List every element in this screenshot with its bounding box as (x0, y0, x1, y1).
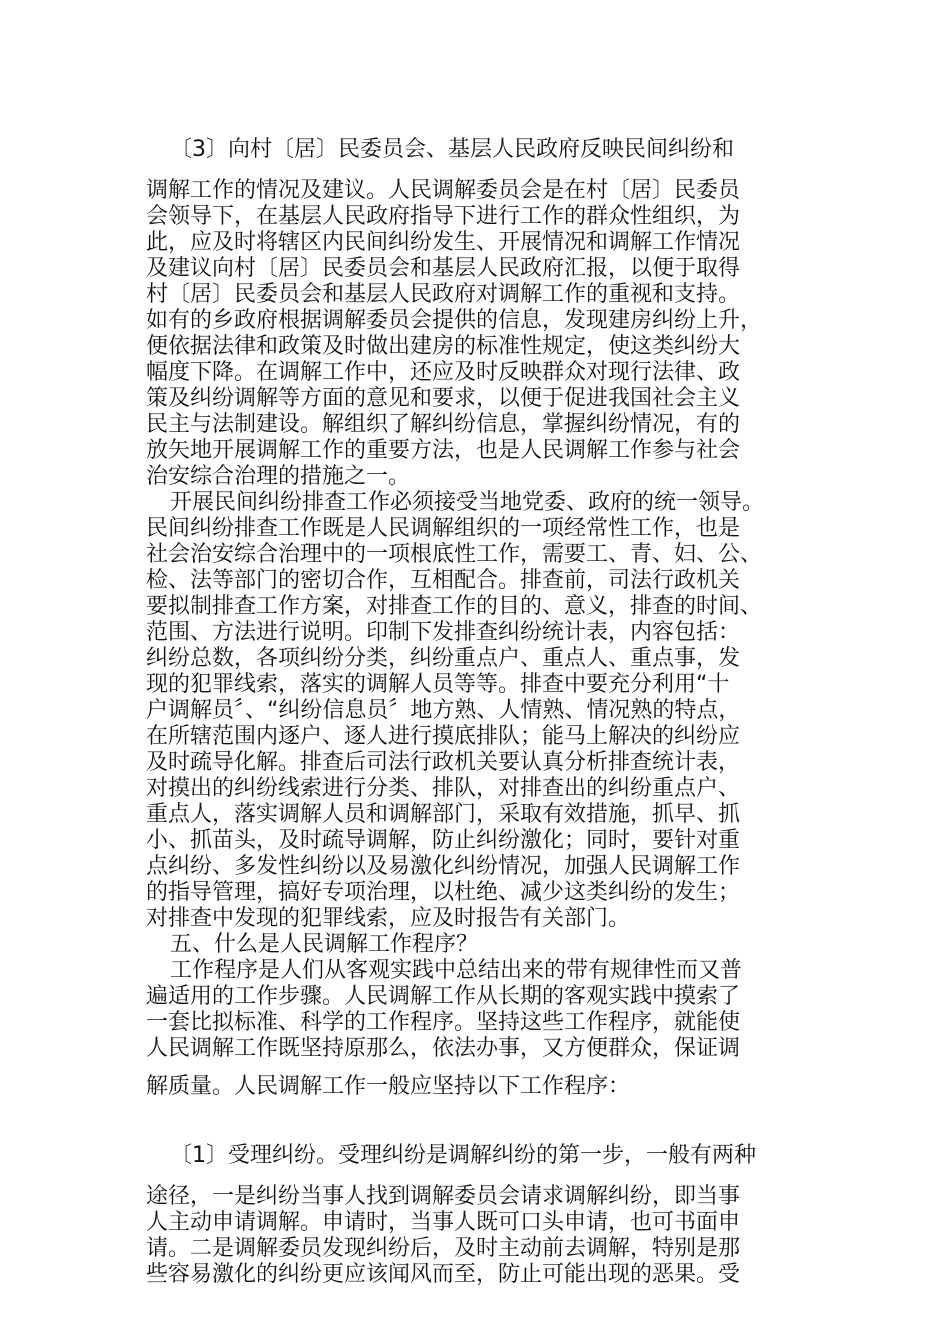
text-line: 如有的乡政府根据调解委员会提供的信息，发现建房纠纷上升， (146, 308, 763, 333)
text-line: 检、法等部门的密切合作，互相配合。排查前，司法行政机关 (146, 568, 741, 593)
text-line: 重点人，落实调解人员和调解部门，采取有效措施，抓早、抓 (146, 802, 741, 827)
text-line: 在所辖范围内逐户、逐人进行摸底排队；能马上解决的纠纷应 (146, 724, 741, 749)
text-line: 此，应及时将辖区内民间纠纷发生、开展情况和调解工作情况 (146, 230, 741, 255)
paragraph-1-body (146, 1184, 816, 1288)
text-line: 纠纷总数，各项纠纷分类，纠纷重点户、重点人、重点事，发 (146, 646, 741, 671)
text-line: 及建议向村〔居〕民委员会和基层人民政府汇报，以便于取得 (146, 256, 741, 281)
text-line: 村〔居〕民委员会和基层人民政府对调解工作的重视和支持。 (146, 282, 741, 307)
text-line: 的指导管理，搞好专项治理，以杜绝、减少这类纠纷的发生； (146, 880, 741, 905)
text-line: 民主与法制建设。解组织了解纠纷信息，掌握纠纷情况，有的 (146, 412, 741, 437)
text-line: 工作程序是人们从客观实践中总结出来的带有规律性而又普 (170, 958, 743, 983)
text-line: 策及纠纷调解等方面的意见和要求，以便于促进我国社会主义 (146, 386, 741, 411)
text-line: 点纠纷、多发性纠纷以及易激化纠纷情况，加强人民调解工作 (146, 854, 741, 879)
paragraph-procedure (146, 958, 816, 1062)
text-line: 要拟制排查工作方案，对排查工作的目的、意义，排查的时间、 (146, 594, 763, 619)
paragraph-investigation (146, 490, 816, 932)
text-line: 民间纠纷排查工作既是人民调解组织的一项经常性工作，也是 (146, 516, 741, 541)
text-line: 及时疏导化解。排查后司法行政机关要认真分析排查统计表， (146, 750, 741, 775)
text-line: 人主动申请调解。申请时，当事人既可口头申请，也可书面申 (146, 1210, 741, 1235)
text-line: 开展民间纠纷排查工作必须接受当地党委、政府的统一领导。 (170, 490, 765, 515)
heading-line: 五、什么是人民调解工作程序？ (170, 932, 479, 957)
text-line: 小、抓苗头，及时疏导调解，防止纠纷激化；同时，要针对重 (146, 828, 741, 853)
text-line: 调解工作的情况及建议。人民调解委员会是在村〔居〕民委员 (146, 178, 741, 203)
paragraph-3-body (146, 178, 816, 490)
text-line: 对排查中发现的犯罪线索，应及时报告有关部门。 (146, 906, 631, 931)
text-line: 遍适用的工作步骤。人民调解工作从长期的客观实践中摸索了 (146, 984, 741, 1009)
text-line: 对摸出的纠纷线索进行分类、排队，对排查出的纠纷重点户、 (146, 776, 741, 801)
text-line: 〔1〕受理纠纷。受理纠纷是调解纠纷的第一步，一般有两种 (170, 1143, 756, 1168)
text-line: 一套比拟标准、科学的工作程序。坚持这些工作程序，就能使 (146, 1010, 741, 1035)
text-line: 〔3〕向村〔居〕民委员会、基层人民政府反映民间纠纷和 (170, 137, 734, 162)
text-line: 便依据法律和政策及时做出建房的标准性规定，使这类纠纷大 (146, 334, 741, 359)
text-line: 人民调解工作既坚持原那么，依法办事，又方便群众，保证调 (146, 1036, 741, 1061)
text-line: 范围、方法进行说明。印制下发排查纠纷统计表，内容包括： (146, 620, 741, 645)
text-line: 请。二是调解委员发现纠纷后，及时主动前去调解，特别是那 (146, 1236, 741, 1261)
text-line: 放矢地开展调解工作的重要方法，也是人民调解工作参与社会 (146, 438, 741, 463)
text-line: 现的犯罪线索，落实的调解人员等等。排查中要充分利用“十 (146, 672, 730, 697)
text-line: 幅度下降。在调解工作中，还应及时反映群众对现行法律、政 (146, 360, 741, 385)
section-heading (146, 932, 816, 958)
text-line: 解质量。人民调解工作一般应坚持以下工作程序： (146, 1074, 631, 1099)
text-line: 会领导下，在基层人民政府指导下进行工作的群众性组织，为 (146, 204, 741, 229)
paragraph-procedure-last-line (146, 1074, 816, 1100)
text-line: 社会治安综合治理中的一项根底性工作，需要工、青、妇、公、 (146, 542, 763, 567)
paragraph-1-first-line (146, 1143, 816, 1169)
text-line: 治安综合治理的措施之一。 (146, 464, 411, 489)
paragraph-3-first-line (146, 137, 816, 163)
text-line: 户调解员〞、“纠纷信息员〞地方熟、人情熟、情况熟的特点， (146, 698, 741, 723)
text-line: 途径，一是纠纷当事人找到调解委员会请求调解纠纷，即当事 (146, 1184, 741, 1209)
text-line: 些容易激化的纠纷更应该闻风而至，防止可能出现的恶果。受 (146, 1262, 741, 1287)
